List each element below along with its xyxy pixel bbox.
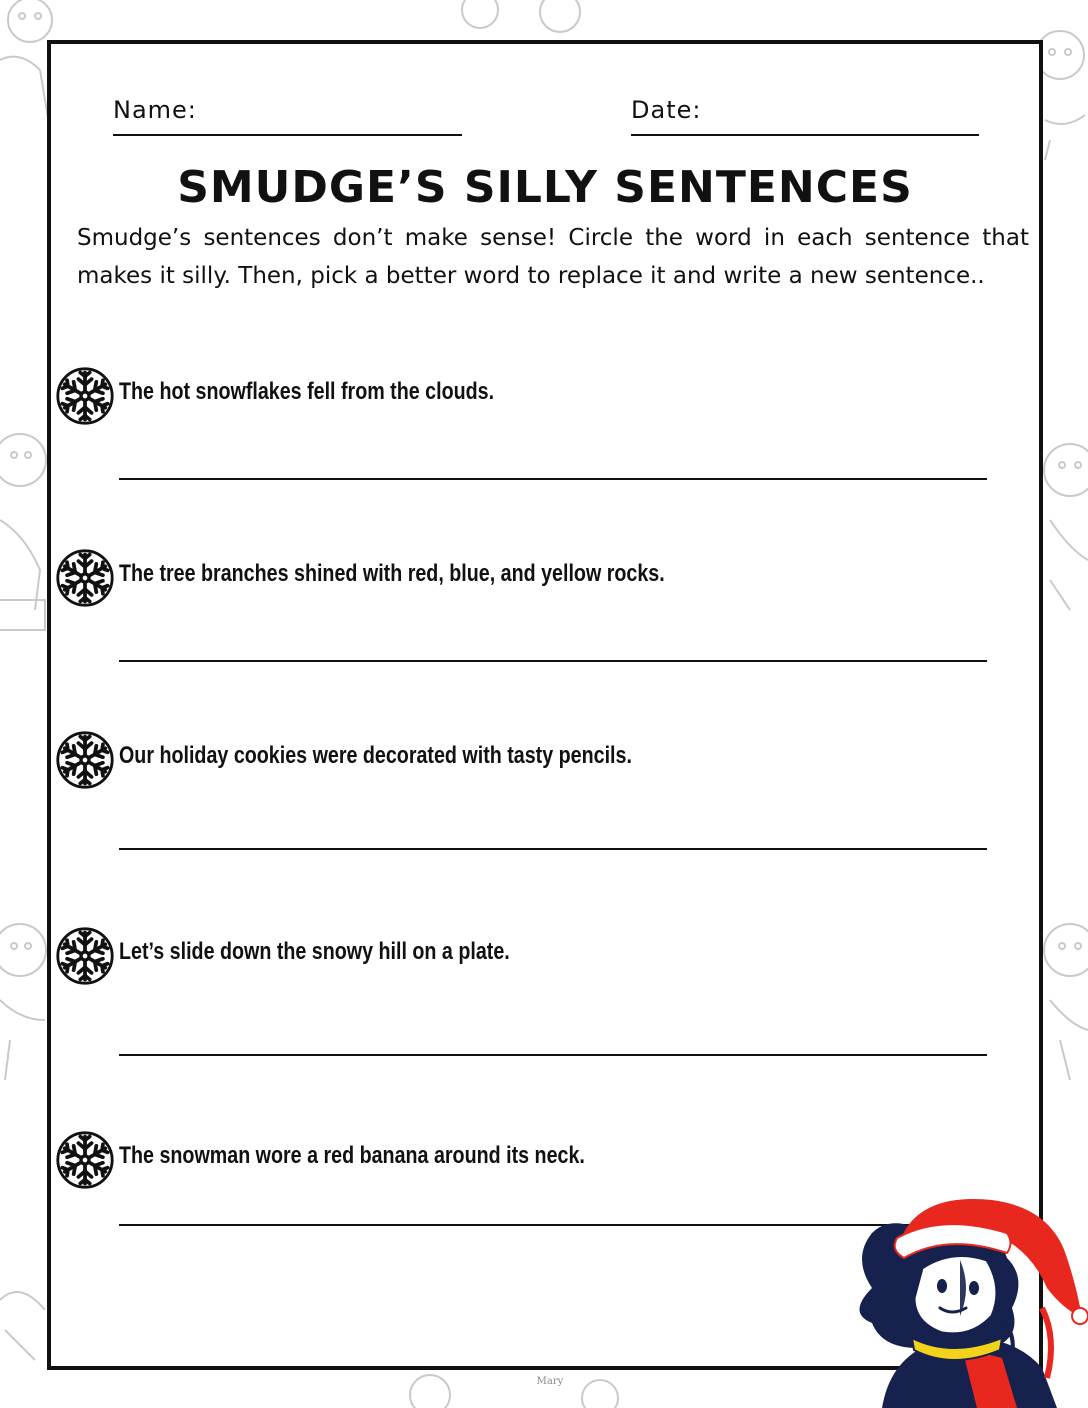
sentence-item <box>51 728 1039 858</box>
sentence-item <box>51 364 1039 494</box>
smudge-character-illustration <box>842 1198 1088 1408</box>
snowflake-icon <box>55 546 115 610</box>
sentence-text[interactable]: The tree branches shined with red, blue, and yellow rocks. <box>119 560 665 587</box>
answer-line[interactable] <box>119 848 987 850</box>
sentence-text[interactable]: Our holiday cookies were decorated with tasty pencils. <box>119 742 632 769</box>
name-field[interactable] <box>113 134 462 136</box>
sentence-text[interactable]: The hot snowflakes fell from the clouds. <box>119 378 495 405</box>
worksheet-frame <box>47 40 1043 1370</box>
worksheet-title: SMUDGE’S SILLY SENTENCES <box>177 162 913 213</box>
footer-logo <box>525 1376 575 1387</box>
answer-line[interactable] <box>119 478 987 480</box>
answer-line[interactable] <box>119 660 987 662</box>
answer-line[interactable] <box>119 1054 987 1056</box>
snowflake-icon <box>55 1128 115 1192</box>
sentence-item <box>51 924 1039 1054</box>
date-field[interactable] <box>631 134 979 136</box>
name-label: Name: <box>113 96 197 124</box>
footer-logo-text: Mary <box>536 1376 564 1387</box>
snowflake-icon <box>55 924 115 988</box>
date-label: Date: <box>631 96 702 124</box>
snowflake-icon <box>55 364 115 428</box>
sentence-text[interactable]: Let’s slide down the snowy hill on a plate. <box>119 938 510 965</box>
snowflake-icon <box>55 728 115 792</box>
instructions-text: Smudge’s sentences don’t make sense! Circle the word in each sentence that makes it silly. Then, pick a better word to replace it and write a new sentence.. <box>77 225 1029 289</box>
sentence-text[interactable]: The snowman wore a red banana around its neck. <box>119 1142 585 1169</box>
sentence-item <box>51 546 1039 676</box>
